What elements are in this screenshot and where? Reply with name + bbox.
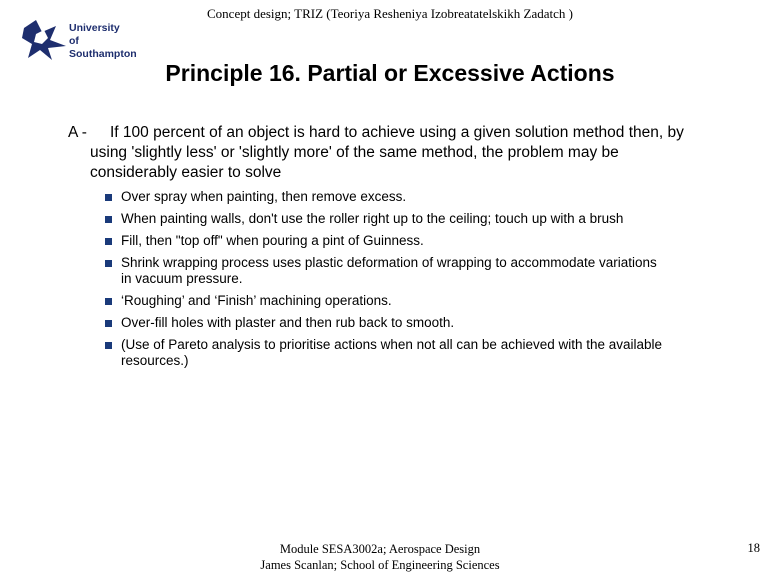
list-item [100, 337, 670, 369]
list-item [100, 315, 670, 331]
square-bullet-icon [105, 194, 112, 201]
slide-footer [210, 541, 550, 573]
statement-text [68, 123, 708, 183]
logo-wordmark [69, 22, 142, 61]
footer-module: Module SESA3002a; Aerospace Design [279, 542, 481, 556]
list-item-text: ‘Roughing’ and ‘Finish’ machining operations. [121, 293, 392, 308]
list-item-text: (Use of Pareto analysis to prioritise actions when not all can be achieved with the available resources.) [121, 337, 663, 368]
list-item [100, 233, 670, 249]
southampton-crest-icon [22, 18, 68, 62]
square-bullet-icon [105, 216, 112, 223]
list-item-text: Over spray when painting, then remove excess. [121, 189, 407, 204]
square-bullet-icon [105, 298, 112, 305]
list-item-text: Over-fill holes with plaster and then rub back to smooth. [121, 315, 455, 330]
statement-label: A - [68, 124, 87, 141]
principle-statement [68, 123, 708, 183]
list-item [100, 211, 670, 227]
logo-line-1: University [69, 22, 120, 34]
list-item-text: Shrink wrapping process uses plastic deformation of wrapping to accommodate variations in vacuum pressure. [121, 255, 657, 286]
footer-author: James Scanlan; School of Engineering Sciences [260, 558, 500, 572]
list-item-text: Fill, then "top off" when pouring a pint of Guinness. [121, 233, 424, 248]
list-item-text: When painting walls, don't use the roller right up to the ceiling; touch up with a brush [121, 211, 624, 226]
square-bullet-icon [105, 342, 112, 349]
square-bullet-icon [105, 238, 112, 245]
statement-body: If 100 percent of an object is hard to achieve using a given solution method then, by using 'slightly less' or 'slightly more' of the same method, the problem may be considerably easier to solve [90, 124, 684, 181]
list-item [100, 293, 670, 309]
university-logo [22, 18, 142, 63]
slide-header: Concept design; TRIZ (Teoriya Resheniya Izobreatatelskikh Zadatch ) [207, 6, 573, 21]
list-item [100, 189, 670, 205]
square-bullet-icon [105, 260, 112, 267]
square-bullet-icon [105, 320, 112, 327]
slide-title: Principle 16. Partial or Excessive Actions [165, 60, 615, 86]
logo-line-2: of Southampton [69, 35, 137, 60]
example-list [100, 189, 670, 375]
list-item [100, 255, 670, 287]
page-number: 18 [747, 541, 760, 555]
